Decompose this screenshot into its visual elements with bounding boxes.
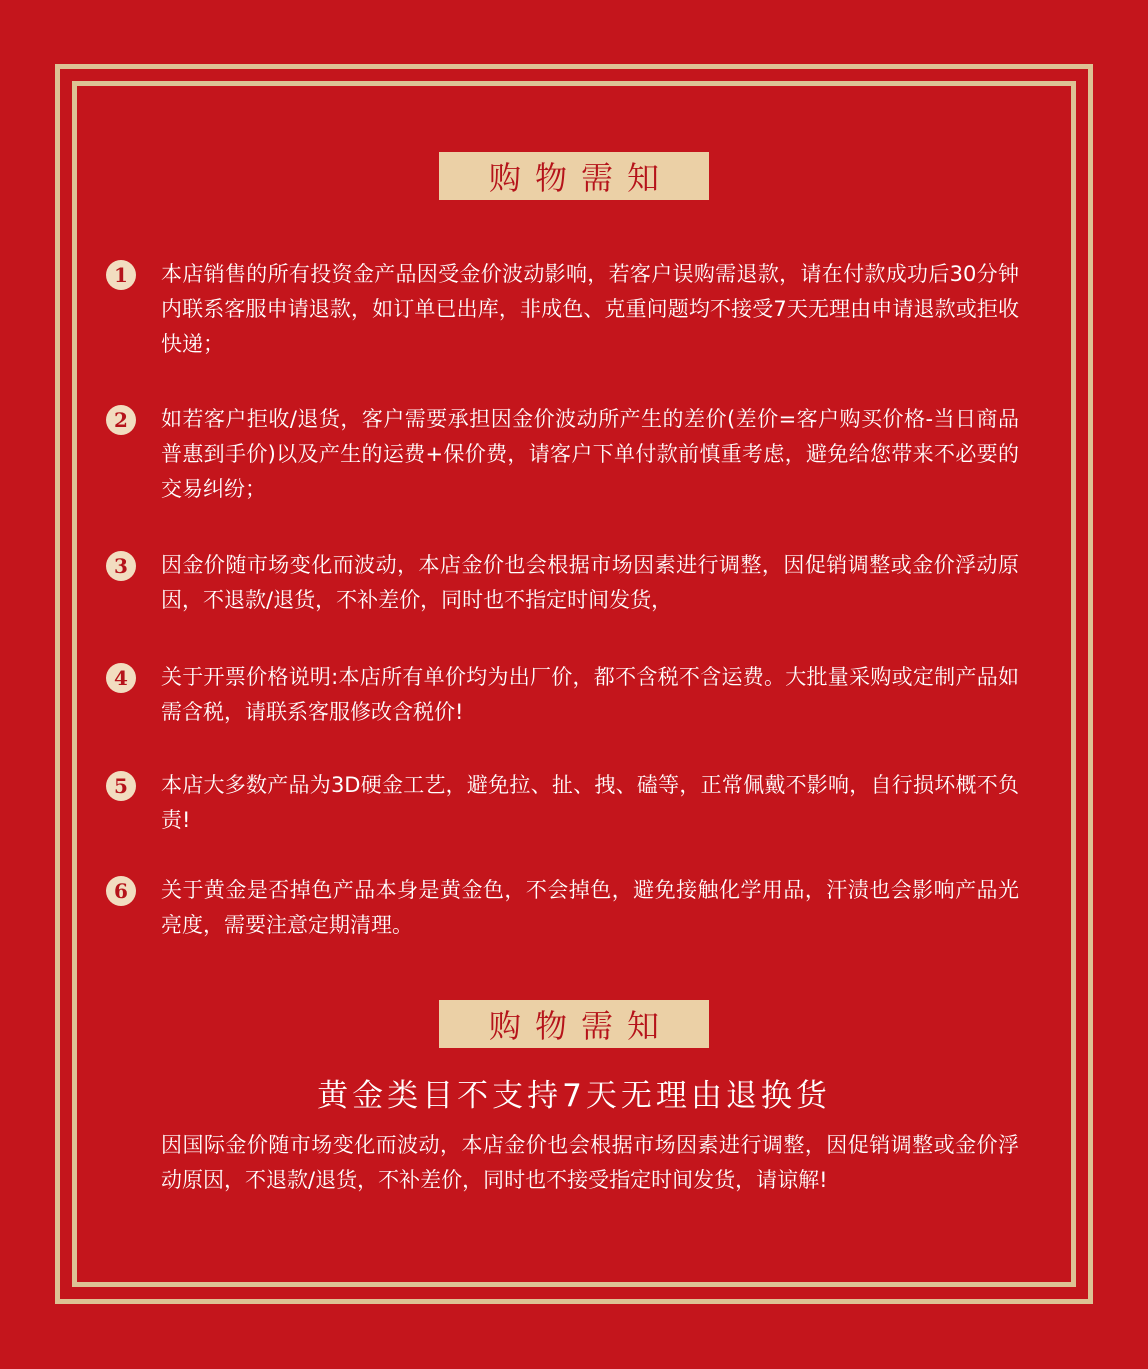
- notice-text-3: 因金价随市场变化而波动，本店金价也会根据市场因素进行调整，因促销调整或金价浮动原因，不退款/退货，不补差价，同时也不指定时间发货，: [161, 553, 1019, 612]
- notice-text-5: 本店大多数产品为3D硬金工艺，避免拉、扯、拽、磕等，正常佩戴不影响，自行损坏概不负责!: [161, 773, 1019, 832]
- notice-text-1: 本店销售的所有投资金产品因受金价波动影响，若客户误购需退款，请在付款成功后30分钟内联系客服申请退款，如订单已出库，非成色、克重问题均不接受7天无理由申请退款或拒收快递；: [161, 262, 1019, 356]
- number-badge-5: 5: [106, 771, 136, 801]
- notice-text-2: 如若客户拒收/退货，客户需要承担因金价波动所产生的差价(差价=客户购买价格-当日商品普惠到手价)以及产生的运费+保价费，请客户下单付款前慎重考虑，避免给您带来不必要的交易纠纷；: [161, 407, 1019, 501]
- no-return-headline: 黄金类目不支持7天无理由退换货: [317, 1078, 831, 1114]
- number-badge-2: 2: [106, 405, 136, 435]
- section-title-notice: 购物需知: [439, 152, 709, 200]
- number-badge-3: 3: [106, 551, 136, 581]
- notice-text-6: 关于黄金是否掉色产品本身是黄金色，不会掉色，避免接触化学用品，汗渍也会影响产品光亮度，需要注意定期清理。: [161, 878, 1019, 937]
- section-title-notice-2: 购物需知: [439, 1000, 709, 1048]
- number-badge-4: 4: [106, 663, 136, 693]
- no-return-text: 因国际金价随市场变化而波动，本店金价也会根据市场因素进行调整，因促销调整或金价浮动原因，不退款/退货，不补差价，同时也不接受指定时间发货，请谅解!: [161, 1133, 1019, 1192]
- number-badge-1: 1: [106, 260, 136, 290]
- notice-text-4: 关于开票价格说明:本店所有单价均为出厂价，都不含税不含运费。大批量采购或定制产品如需含税，请联系客服修改含税价!: [161, 665, 1019, 724]
- number-badge-6: 6: [106, 876, 136, 906]
